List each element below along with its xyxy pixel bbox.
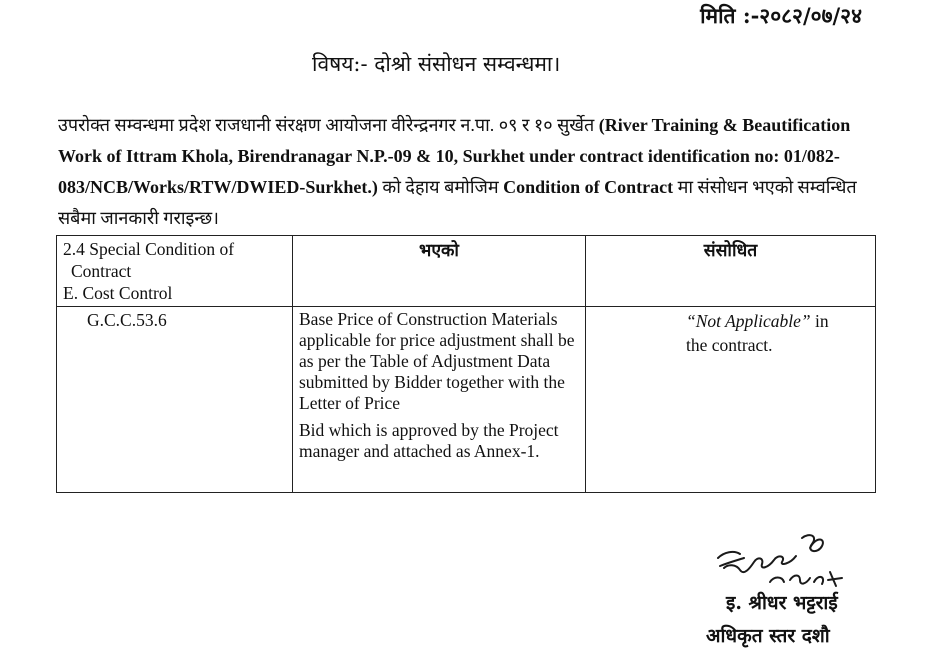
signatory-name: इ. श्रीधर भट्टराई xyxy=(726,592,838,614)
body-project-description: (River Training & Beautification Work of Ittram Khola, Birendranagar N.P.-09 & 10, Surkhet under contract identification no: 01/082-083/NCB/Works/RTW/DWIED-Surkhet.) xyxy=(58,115,851,197)
table-row xyxy=(57,307,876,493)
letter-subject: विषय:- दोश्रो संसोधन सम्वन्धमा। xyxy=(312,52,561,76)
body-nepali-end: मा संसोधन भएको सम्वन्धित सबैमा जानकारी गराइन्छ। xyxy=(58,177,857,228)
revised-text-1: in xyxy=(810,311,829,331)
clause-cell: G.C.C.53.6 xyxy=(57,307,293,493)
amendment-table xyxy=(56,235,876,493)
letter-body-paragraph xyxy=(58,110,858,234)
body-nepali-middle: को देहाय बमोजिम xyxy=(377,177,504,197)
existing-provision-cell xyxy=(293,307,586,493)
header-line-3: E. Cost Control xyxy=(63,283,173,303)
body-condition-of-contract: Condition of Contract xyxy=(503,177,674,197)
header-line-2: Contract xyxy=(71,261,132,281)
revised-not-applicable: “Not Applicable” xyxy=(686,311,811,331)
signatory-title: अधिकृत स्तर दशौ xyxy=(706,625,830,647)
header-line-1: 2.4 Special Condition of xyxy=(63,239,235,259)
table-header-row xyxy=(57,236,876,307)
existing-text-2: as per the Table of Adjustment Data submitted by Bidder together with the Letter of Price xyxy=(299,351,565,413)
existing-text-3: Bid which is approved by the Project manager and attached as Annex-1. xyxy=(299,420,559,461)
revised-provision-cell xyxy=(586,307,876,493)
letter-date: मिति :-२०८२/०७/२४ xyxy=(700,3,862,28)
revised-text-2: the contract. xyxy=(686,335,773,355)
header-existing: भएको xyxy=(293,236,586,307)
header-revised: संसोधित xyxy=(586,236,876,307)
body-nepali-intro: उपरोक्त सम्वन्धमा प्रदेश राजधानी संरक्षण आयोजना वीरेन्द्रनगर न.पा. ०९ र १० सुर्खेत xyxy=(58,115,599,135)
existing-text-1: Base Price of Construction Materials applicable for price adjustment shall be xyxy=(299,309,575,350)
handwritten-signature xyxy=(710,528,870,590)
header-clause-section xyxy=(57,236,293,307)
